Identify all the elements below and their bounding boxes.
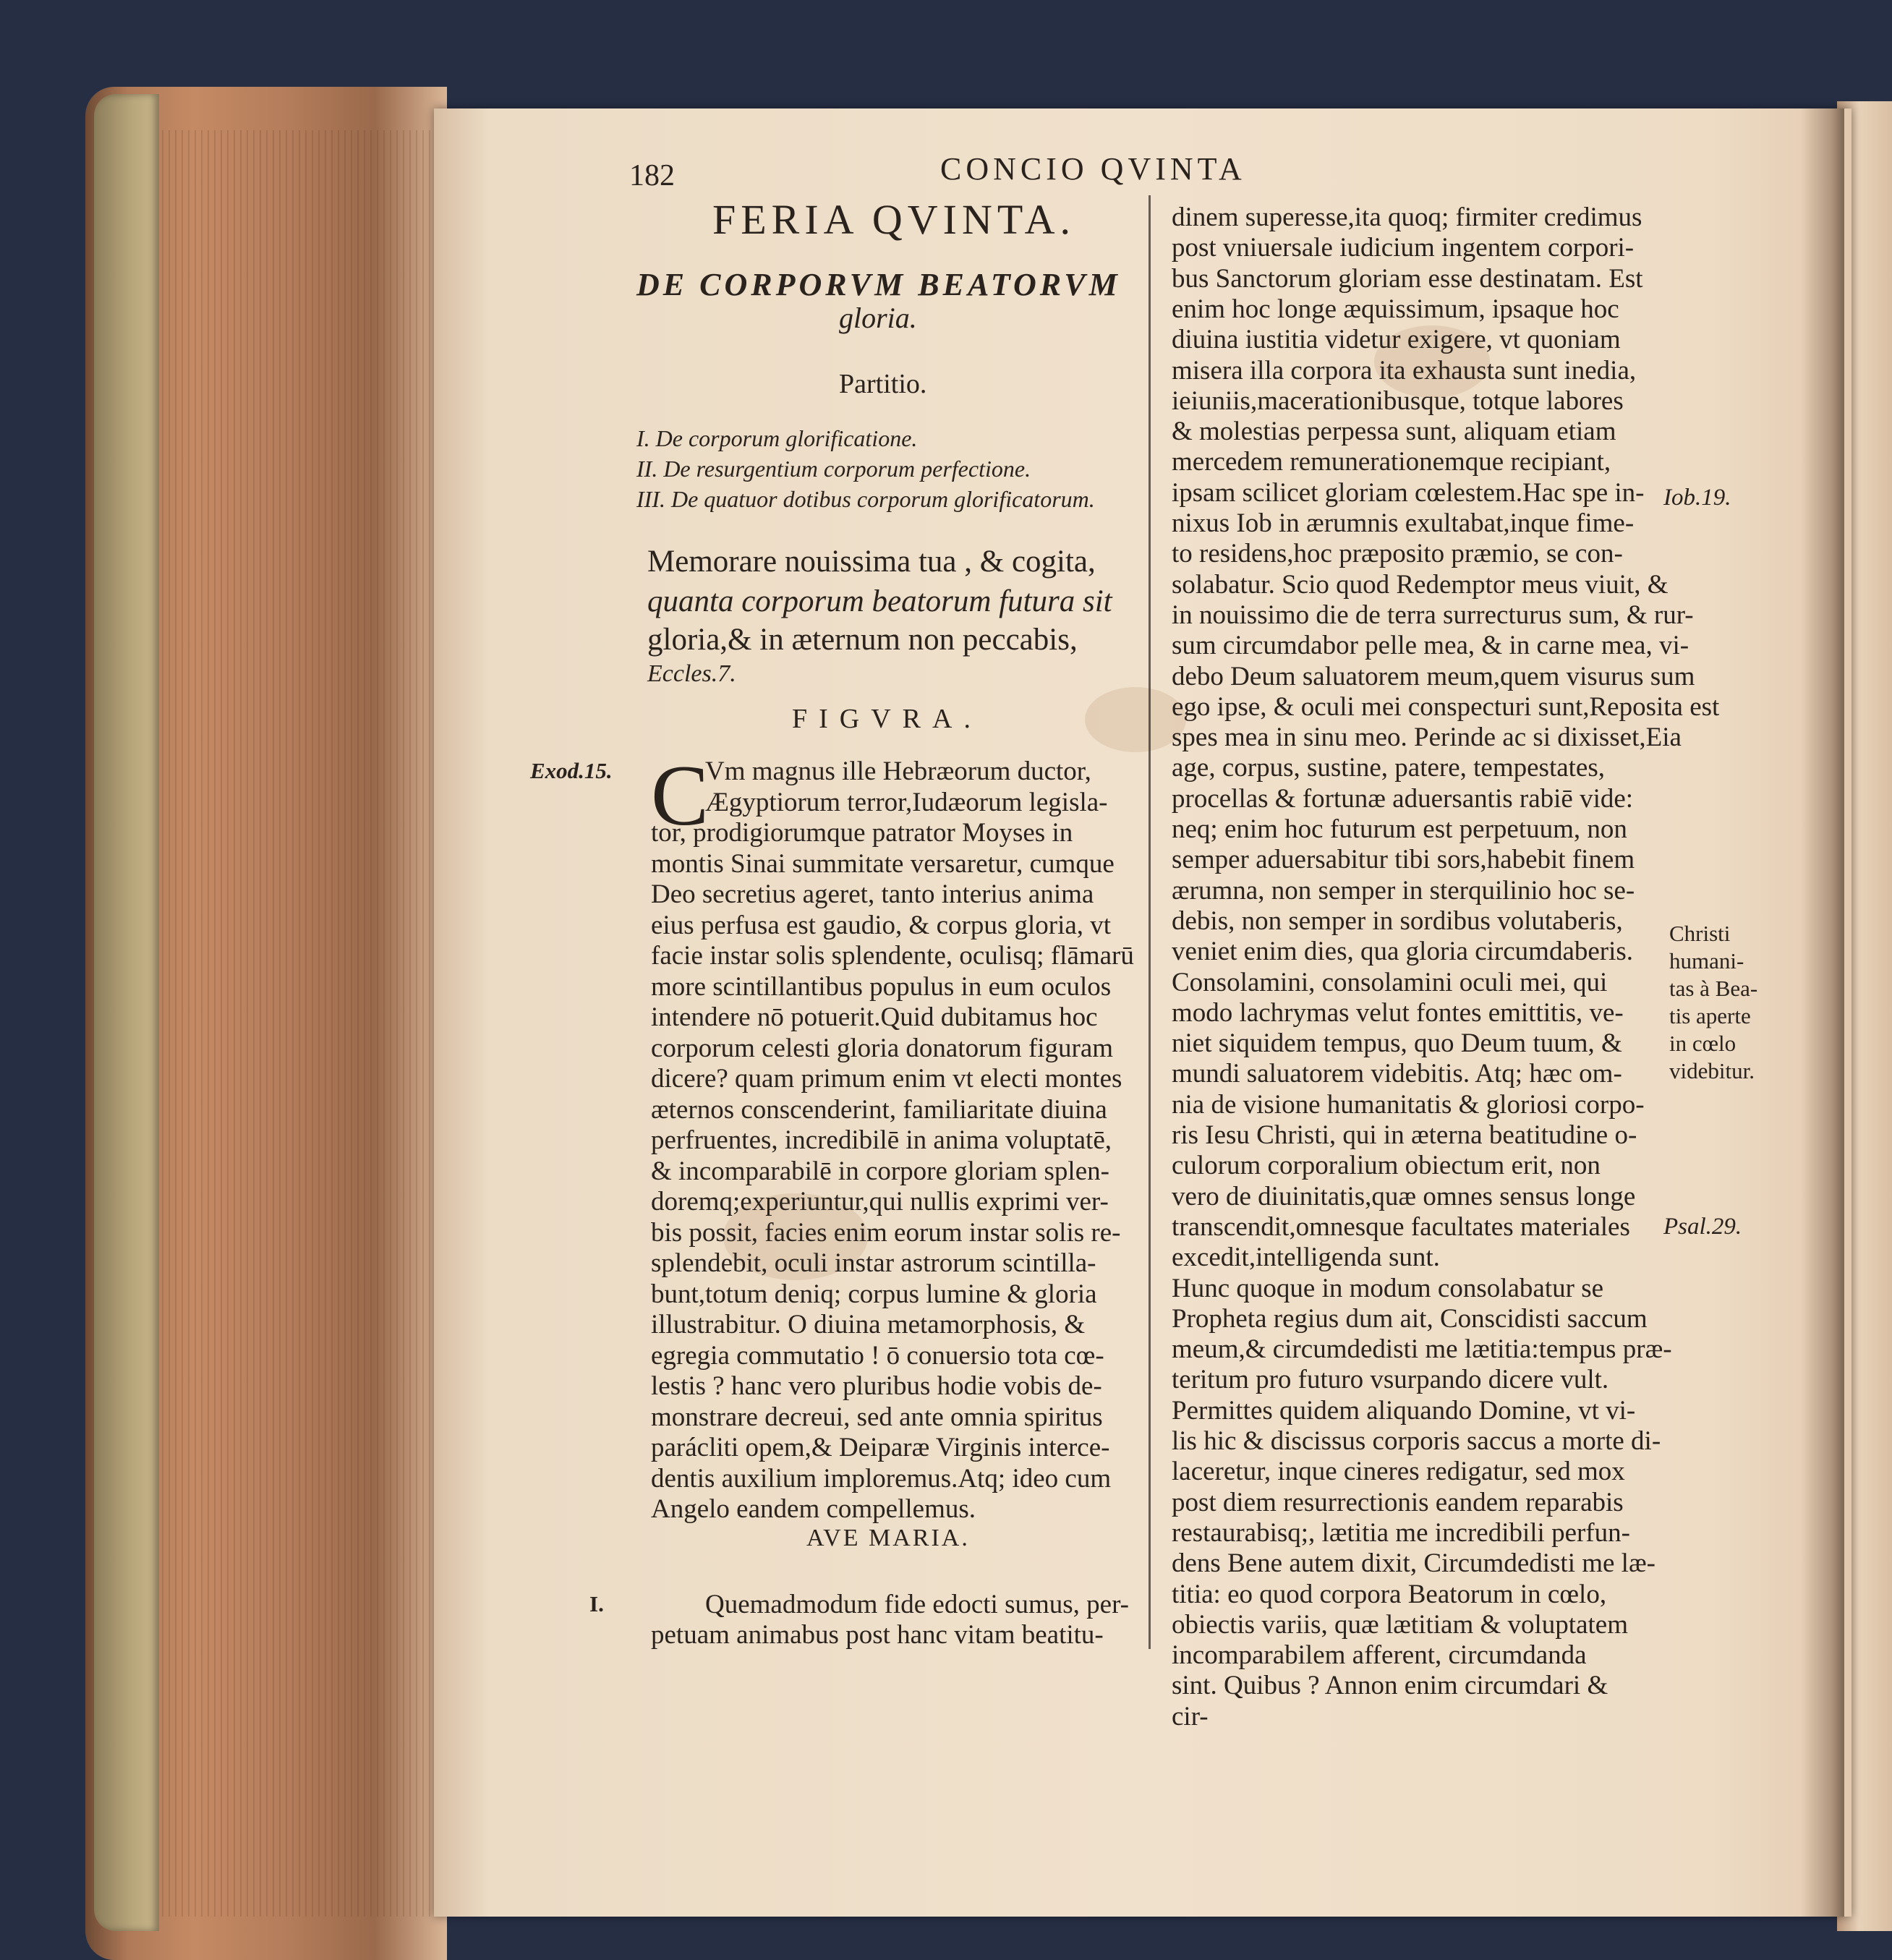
partitio-item: I. De corporum glorificatione. bbox=[636, 425, 918, 451]
text-line: solabatur. Scio quod Redemptor meus viuit, & bbox=[1172, 569, 1669, 600]
margin-note-line: videbitur. bbox=[1669, 1058, 1755, 1083]
text-line: Consolamini, consolamini oculi mei, qui bbox=[1172, 967, 1608, 997]
text-line: in nouissimo die de terra surrecturus sum, & rur- bbox=[1172, 600, 1694, 630]
page-gutter-shadow bbox=[1801, 108, 1844, 1917]
text-line: lis hic & discissus corporis saccus a morte di- bbox=[1172, 1426, 1661, 1456]
book-cover-corner bbox=[94, 94, 159, 1931]
margin-note-line: tis aperte bbox=[1669, 1003, 1751, 1028]
epigraph-line: gloria,& in æternum non peccabis, bbox=[647, 623, 1078, 657]
text-line: eius perfusa est gaudio, & corpus gloria, vt bbox=[651, 910, 1112, 940]
subtitle-line-1: DE CORPORVM BEATORVM bbox=[636, 267, 1121, 302]
text-line: Hunc quoque in modum consolabatur se bbox=[1172, 1273, 1604, 1303]
text-line: dinem superesse,ita quoq; firmiter credimus bbox=[1172, 203, 1642, 232]
section-numeral: I. bbox=[589, 1591, 604, 1616]
section-line: Quemadmodum fide edocti sumus, per- bbox=[705, 1590, 1129, 1619]
epigraph-citation: Eccles.7. bbox=[647, 660, 736, 687]
text-line: neq; enim hoc futurum est perpetuum, non bbox=[1172, 814, 1627, 844]
partitio-item: III. De quatuor dotibus corporum glorificatorum. bbox=[636, 486, 1095, 512]
text-line: mercedem remunerationemque recipiant, bbox=[1172, 447, 1611, 477]
text-line: post vniuersale iudicium ingentem corpori- bbox=[1172, 233, 1635, 263]
text-line: culorum corporalium obiectum erit, non bbox=[1172, 1151, 1601, 1181]
text-line: cir- bbox=[1172, 1701, 1209, 1731]
text-line: parácliti opem,& Deiparæ Virginis interce- bbox=[651, 1433, 1110, 1462]
text-line: meum,& circumdedisti me lætitia:tempus præ- bbox=[1172, 1334, 1672, 1365]
margin-note-exod: Exod.15. bbox=[530, 758, 613, 783]
text-line: niet siquidem tempus, quo Deum tuum, & bbox=[1172, 1028, 1622, 1059]
text-line: Angelo eandem compellemus. bbox=[651, 1494, 976, 1524]
text-line: tor, prodigiorumque patrator Moyses in bbox=[651, 818, 1073, 848]
text-line: dens Bene autem dixit, Circumdedisti me læ- bbox=[1172, 1548, 1656, 1579]
text-line: corporum celesti gloria donatorum figuram bbox=[651, 1033, 1114, 1063]
partitio-heading: Partitio. bbox=[839, 369, 927, 399]
text-line: obiectis variis, quæ lætitiam & voluptatem bbox=[1172, 1609, 1628, 1640]
text-line: lestis ? hanc vero pluribus hodie vobis de- bbox=[651, 1371, 1102, 1401]
epigraph-line: quanta corporum beatorum futura sit bbox=[647, 584, 1112, 618]
text-line: nia de visione humanitatis & gloriosi corpo- bbox=[1172, 1089, 1645, 1120]
margin-note-line: tas à Bea- bbox=[1669, 976, 1758, 1001]
text-line: excedit,intelligenda sunt. bbox=[1172, 1243, 1440, 1273]
page-number: 182 bbox=[629, 159, 675, 192]
epigraph-line: Memorare nouissima tua , & cogita, bbox=[647, 545, 1096, 579]
text-line: debo Deum saluatorem meum,quem visurus sum bbox=[1172, 661, 1695, 691]
text-line: & incomparabilē in corpore gloriam splen- bbox=[651, 1156, 1109, 1186]
text-line: semper aduersabitur tibi sors,habebit finem bbox=[1172, 845, 1635, 875]
text-line: procellas & fortunæ aduersantis rabiē vide: bbox=[1172, 783, 1634, 814]
text-line: montis Sinai summitate versaretur, cumque bbox=[651, 848, 1115, 879]
text-line: Propheta regius dum ait, Conscidisti saccum bbox=[1172, 1303, 1648, 1334]
text-line: post diem resurrectionis eandem reparabis bbox=[1172, 1487, 1624, 1517]
text-line: mundi saluatorem videbitis. Atq; hæc om- bbox=[1172, 1059, 1622, 1089]
text-line: vero de diuinitatis,quæ omnes sensus longe bbox=[1172, 1181, 1636, 1211]
text-line: doremq;experiuntur,qui nullis exprimi ver- bbox=[651, 1187, 1109, 1217]
text-line: illustrabitur. O diuina metamorphosis, & bbox=[651, 1310, 1086, 1339]
text-line: monstrare decreui, sed ante omnia spiritus bbox=[651, 1402, 1103, 1432]
text-line: diuina iustitia videtur exigere, vt quoniam bbox=[1172, 325, 1621, 355]
partitio-item: II. De resurgentium corporum perfectione. bbox=[636, 456, 1031, 482]
text-line: perfruentes, incredibilē in anima voluptatē, bbox=[651, 1125, 1112, 1155]
section-line: petuam animabus post hanc vitam beatitu- bbox=[651, 1620, 1104, 1650]
text-line: dicere? quam primum enim vt electi montes bbox=[651, 1064, 1122, 1094]
margin-note-psal: Psal.29. bbox=[1663, 1214, 1742, 1240]
text-line: Vm magnus ille Hebræorum ductor, bbox=[705, 757, 1091, 786]
drop-initial: C bbox=[651, 747, 710, 843]
feria-title: FERIA QVINTA. bbox=[712, 196, 1076, 243]
text-line: Ægyptiorum terror,Iudæorum legisla- bbox=[705, 787, 1108, 817]
text-line: egregia commutatio ! ō conuersio tota cœ- bbox=[651, 1340, 1104, 1371]
text-line: bus Sanctorum gloriam esse destinatam. Est bbox=[1172, 263, 1643, 294]
text-line: veniet enim dies, qua gloria circumdaberis. bbox=[1172, 937, 1634, 967]
text-line: restaurabisq;, lætitia me incredibili perfun- bbox=[1172, 1517, 1630, 1548]
text-line: ærumna, non semper in sterquilinio hoc se- bbox=[1172, 875, 1635, 906]
text-line: ego ipse, & oculi mei conspecturi sunt,Reposita est bbox=[1172, 691, 1720, 722]
text-line: more scintillantibus populus in eum oculos bbox=[651, 971, 1112, 1002]
text-line: sum circumdabor pelle mea, & in carne mea, vi- bbox=[1172, 631, 1689, 661]
margin-note-line: humani- bbox=[1669, 948, 1744, 973]
text-line: enim hoc longe æquissimum, ipsaque hoc bbox=[1172, 294, 1619, 324]
text-line: age, corpus, sustine, patere, tempestates, bbox=[1172, 753, 1605, 783]
text-line: transcendit,omnesque facultates materiales bbox=[1172, 1211, 1630, 1242]
margin-note-iob: Iob.19. bbox=[1663, 485, 1731, 511]
subtitle-line-2: gloria. bbox=[839, 302, 917, 334]
text-line: æternos conscenderint, familiaritate diuina bbox=[651, 1094, 1107, 1125]
text-line: Deo secretius ageret, tanto interius anima bbox=[651, 879, 1094, 909]
text-line: modo lachrymas velut fontes emittitis, ve- bbox=[1172, 997, 1624, 1028]
text-line: bunt,totum deniq; corpus lumine & gloria bbox=[651, 1279, 1097, 1309]
margin-note-line: in cœlo bbox=[1669, 1031, 1737, 1056]
text-line: & molestias perpessa sunt, aliquam etiam bbox=[1172, 417, 1616, 447]
text-line: intendere nō potuerit.Quid dubitamus hoc bbox=[651, 1002, 1098, 1032]
ave-maria-heading: AVE MARIA. bbox=[806, 1525, 970, 1551]
running-head: CONCIO QVINTA bbox=[940, 151, 1246, 187]
text-line: incomparabilem afferent, circumdanda bbox=[1172, 1640, 1587, 1671]
text-line: laceretur, inque cineres redigatur, sed mox bbox=[1172, 1457, 1625, 1487]
text-line: dentis auxilium imploremus.Atq; ideo cum bbox=[651, 1463, 1112, 1494]
text-line: ieiuniis,macerationibusque, totque labores bbox=[1172, 385, 1624, 416]
text-line: bis possit, facies enim eorum instar solis re- bbox=[651, 1217, 1121, 1248]
text-line: nixus Iob in ærumnis exultabat,inque fime- bbox=[1172, 508, 1635, 538]
text-line: misera illa corpora ita exhausta sunt inedia, bbox=[1172, 355, 1637, 385]
text-line: splendebit, oculi instar astrorum scintilla- bbox=[651, 1248, 1096, 1278]
text-line: sint. Quibus ? Annon enim circumdari & bbox=[1172, 1671, 1608, 1701]
text-line: to residens,hoc præposito præmio, se con- bbox=[1172, 539, 1623, 569]
text-line: spes mea in sinu meo. Perinde ac si dixisset,Eia bbox=[1172, 723, 1682, 753]
text-line: ris Iesu Christi, qui in æterna beatitudine o- bbox=[1172, 1120, 1637, 1150]
text-line: ipsam scilicet gloriam cœlestem.Hac spe in- bbox=[1172, 477, 1645, 508]
text-line: facie instar solis splendente, oculisq; flāmarū bbox=[651, 941, 1134, 971]
figura-heading: FIGVRA. bbox=[792, 704, 982, 734]
text-line: teritum pro futuro vsurpando dicere vult. bbox=[1172, 1365, 1609, 1395]
text-line: Permittes quidem aliquando Domine, vt vi- bbox=[1172, 1395, 1636, 1426]
text-line: titia: eo quod corpora Beatorum in cœlo, bbox=[1172, 1579, 1607, 1609]
text-line: debis, non semper in sordibus volutaberis, bbox=[1172, 906, 1623, 936]
margin-note-line: Christi bbox=[1669, 921, 1731, 946]
